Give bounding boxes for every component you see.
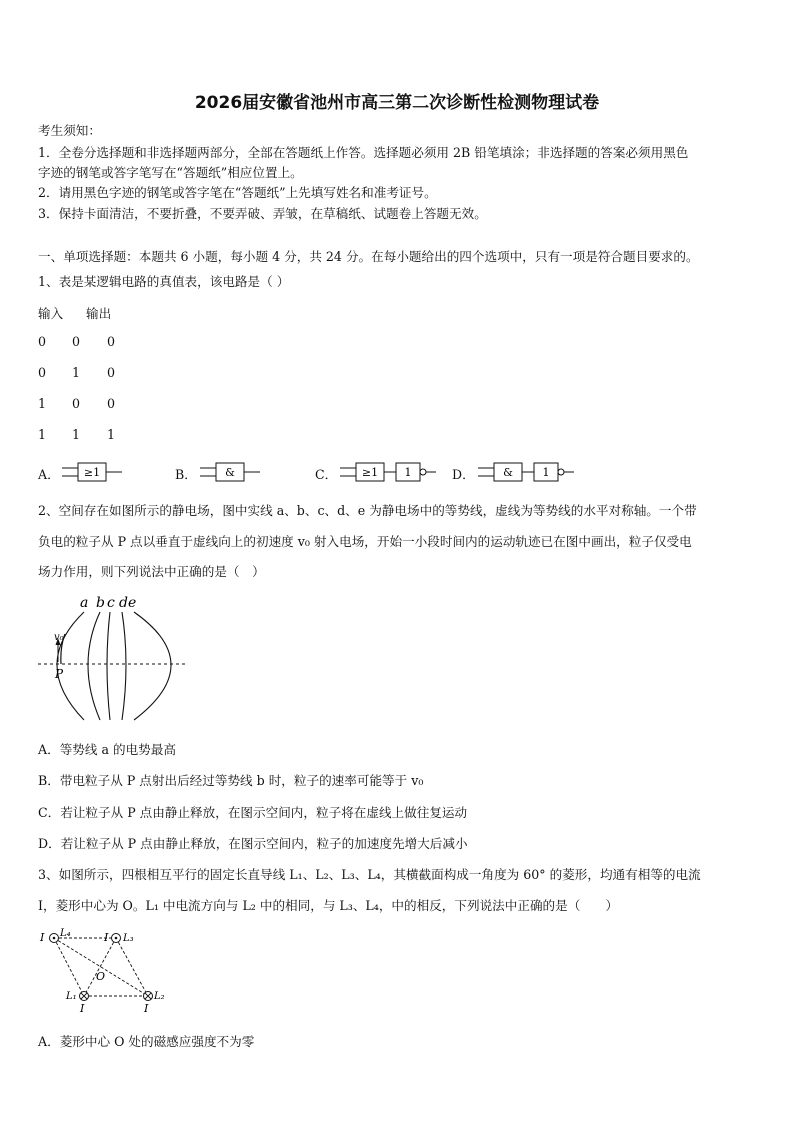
question-2-line: 场力作用，则下列说法中正确的是（ ） [38, 564, 265, 579]
gate-label: ≥1 [361, 466, 379, 479]
rhombus-wires-figure [36, 924, 176, 1014]
option-a: A．菱形中心 O 处的磁感应强度不为零 [38, 1034, 255, 1049]
truth-table-header-output: 输出 [86, 306, 112, 321]
notice-line: 1．全卷分选择题和非选择题两部分，全部在答题纸上作答。选择题必须用 2B 铅笔填涂；非选择题的答案必须用黑色 [38, 145, 689, 160]
gate-label: ≥1 [83, 466, 101, 479]
option-a-label: A． [38, 467, 60, 482]
option-c: C．若让粒子从 P 点由静止释放，在图示空间内，粒子将在虚线上做往复运动 [38, 805, 468, 820]
section-heading: 一、单项选择题：本题共 6 小题，每小题 4 分，共 24 分。在每小题给出的四个选项中，只有一项是符合题目要求的。 [38, 249, 699, 264]
line-label-a: a [80, 595, 89, 611]
truth-table-cell: 0 [72, 396, 81, 411]
truth-table-cell: 0 [38, 365, 47, 380]
question-2-line: 负电的粒子从 P 点以垂直于虚线向上的初速度 v₀ 射入电场，开始一小段时间内的运动轨迹已在图中画出，粒子仅受电 [38, 534, 692, 549]
line-label-b: b [96, 595, 105, 611]
gate-label: & [225, 466, 235, 479]
line-label-d: d [119, 595, 128, 611]
truth-table-cell: 1 [107, 427, 116, 442]
truth-table-cell: 0 [38, 334, 47, 349]
notice-line: 3．保持卡面清洁，不要折叠，不要弄破、弄皱，在草稿纸、试题卷上答题无效。 [38, 206, 487, 221]
question-3-line: I，菱形中心为 O。L₁ 中电流方向与 L₂ 中的相同，与 L₃、L₄，中的相反，下列说法中正确的是（ ） [38, 898, 619, 913]
truth-table-header-input: 输入 [38, 306, 64, 321]
wire-label-l4: L₄ [60, 928, 71, 939]
wire-label-l3: L₃ [123, 933, 134, 944]
question-1-stem: 1、表是某逻辑电路的真值表，该电路是（ ） [38, 274, 290, 289]
truth-table-cell: 1 [72, 427, 81, 442]
option-b: B．带电粒子从 P 点射出后经过等势线 b 时，粒子的速率可能等于 v₀ [38, 773, 424, 788]
option-a: A．等势线 a 的电势最高 [38, 742, 176, 757]
gate-label: & [503, 466, 513, 479]
wire-label-l1: L₁ [66, 991, 77, 1002]
and-gate-diagram [200, 462, 262, 482]
current-label: I [80, 1002, 85, 1014]
truth-table-cell: 0 [107, 396, 116, 411]
notice-heading: 考生须知： [38, 123, 101, 138]
truth-table-cell: 0 [72, 334, 81, 349]
question-3-line: 3、如图所示，四根相互平行的固定长直导线 L₁、L₂、L₃、L₄，其横截面构成一角度为 60° 的菱形，均通有相等的电流 [38, 867, 701, 882]
or-gate-diagram [62, 462, 124, 482]
truth-table-cell: 1 [72, 365, 81, 380]
notice-line: 字迹的钢笔或答字笔写在“答题纸”相应位置上。 [38, 165, 303, 180]
and-not-gate-diagram [478, 462, 578, 482]
option-d: D．若让粒子从 P 点由静止释放，在图示空间内，粒子的加速度先增大后减小 [38, 836, 468, 851]
or-not-gate-diagram [340, 462, 440, 482]
line-label-c: c [107, 595, 115, 611]
truth-table-cell: 0 [107, 334, 116, 349]
line-label-e: e [128, 595, 137, 611]
truth-table-cell: 1 [38, 427, 47, 442]
question-2-line: 2、空间存在如图所示的静电场，图中实线 a、b、c、d、e 为静电场中的等势线，虚线为等势线的水平对称轴。一个带 [38, 503, 697, 518]
center-label-o: O [96, 970, 106, 983]
option-b-label: B． [175, 467, 197, 482]
gate-label: 1 [404, 466, 412, 479]
gate-label: 1 [542, 466, 550, 479]
page-title: 2026届安徽省池州市高三第二次诊断性检测物理试卷 [194, 93, 600, 113]
current-label: I [144, 1002, 149, 1014]
equipotential-lines-figure [36, 592, 186, 728]
notice-line: 2．请用黑色字迹的钢笔或答字笔在“答题纸”上先填写姓名和准考证号。 [38, 185, 437, 200]
current-label: I [40, 931, 45, 944]
option-d-label: D． [452, 467, 475, 482]
wire-label-l2: L₂ [154, 991, 165, 1002]
current-label: I [104, 931, 109, 944]
truth-table-cell: 0 [107, 365, 116, 380]
velocity-label: v₀ [54, 632, 64, 643]
point-label-p: P [55, 667, 64, 681]
option-c-label: C． [315, 467, 338, 482]
truth-table-cell: 1 [38, 396, 47, 411]
